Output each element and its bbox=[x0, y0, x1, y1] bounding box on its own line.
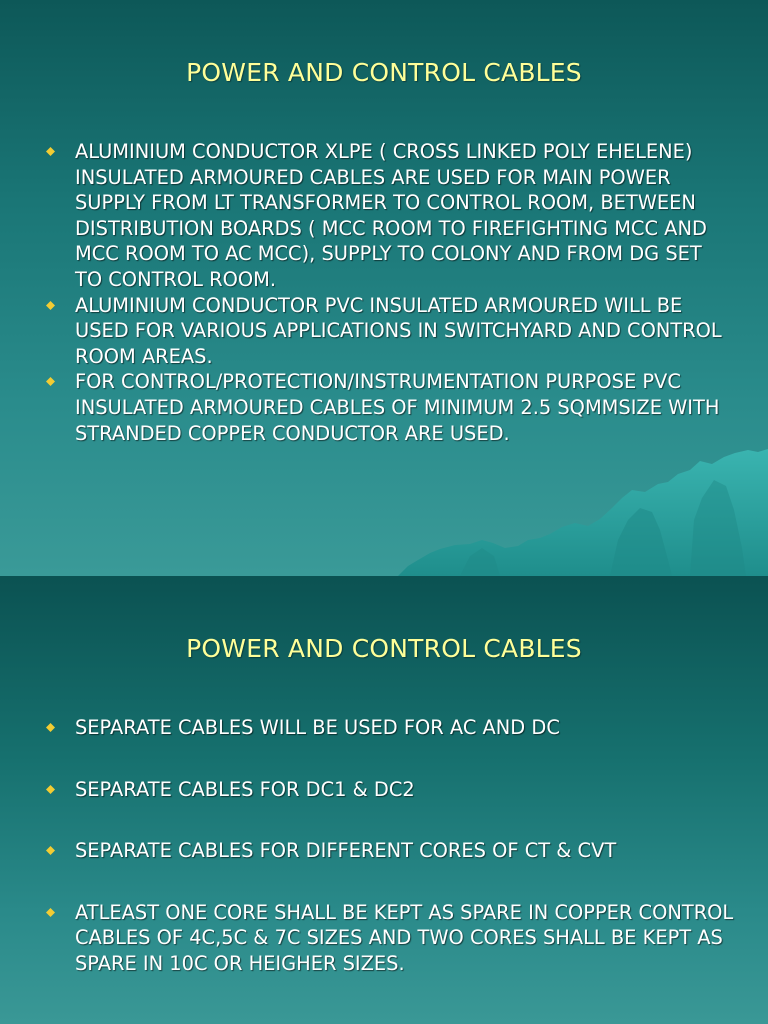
slide-2 bbox=[0, 576, 768, 1024]
list-item bbox=[44, 777, 734, 803]
list-item bbox=[44, 715, 734, 741]
bullet-text: SEPARATE CABLES FOR DIFFERENT CORES OF CT & CVT bbox=[75, 839, 617, 863]
bullet-text: SEPARATE CABLES FOR DC1 & DC2 bbox=[75, 777, 415, 801]
diamond-bullet-icon bbox=[46, 301, 55, 310]
diamond-bullet-icon bbox=[46, 723, 55, 732]
slide-title: POWER AND CONTROL CABLES bbox=[186, 634, 582, 663]
bullet-list bbox=[44, 715, 734, 1013]
diamond-bullet-icon bbox=[46, 785, 55, 794]
list-item bbox=[44, 900, 734, 977]
list-item bbox=[44, 293, 734, 370]
bullet-text: FOR CONTROL/PROTECTION/INSTRUMENTATION PURPOSE PVC INSULATED ARMOURED CABLES OF MINIMUM 2.5 SQMMSIZE WITH STRANDED COPPER CONDUCTOR ARE USED. bbox=[75, 370, 720, 445]
bullet-text: ALUMINIUM CONDUCTOR PVC INSULATED ARMOURED WILL BE USED FOR VARIOUS APPLICATIONS IN SWITCHYARD AND CONTROL ROOM AREAS. bbox=[75, 293, 722, 368]
list-item bbox=[44, 369, 734, 446]
diamond-bullet-icon bbox=[46, 377, 55, 386]
bullet-text: SEPARATE CABLES WILL BE USED FOR AC AND DC bbox=[75, 716, 560, 739]
diamond-bullet-icon bbox=[46, 846, 55, 855]
list-item bbox=[44, 139, 734, 293]
bullet-text: ALUMINIUM CONDUCTOR XLPE ( CROSS LINKED POLY EHELENE) INSULATED ARMOURED CABLES ARE USED FOR MAIN POWER SUPPLY FROM LT TRANSFORMER TO CONTROL ROOM, BETWEEN DISTRIBUTION BOARDS ( MCC ROOM TO FIREFIGHTING MCC AND MCC ROOM TO AC MCC), SUPPLY TO COLONY AND FROM DG SET TO CONTROL ROOM. bbox=[75, 140, 707, 291]
slide-title: POWER AND CONTROL CABLES bbox=[186, 58, 582, 87]
bullet-text: ATLEAST ONE CORE SHALL BE KEPT AS SPARE IN COPPER CONTROL CABLES OF 4C,5C & 7C SIZES AND TWO CORES SHALL BE KEPT AS SPARE IN 10C OR HEIGHER SIZES. bbox=[75, 900, 734, 975]
diamond-bullet-icon bbox=[46, 908, 55, 917]
diamond-bullet-icon bbox=[46, 147, 55, 156]
list-item bbox=[44, 838, 734, 864]
bullet-list bbox=[44, 139, 734, 446]
